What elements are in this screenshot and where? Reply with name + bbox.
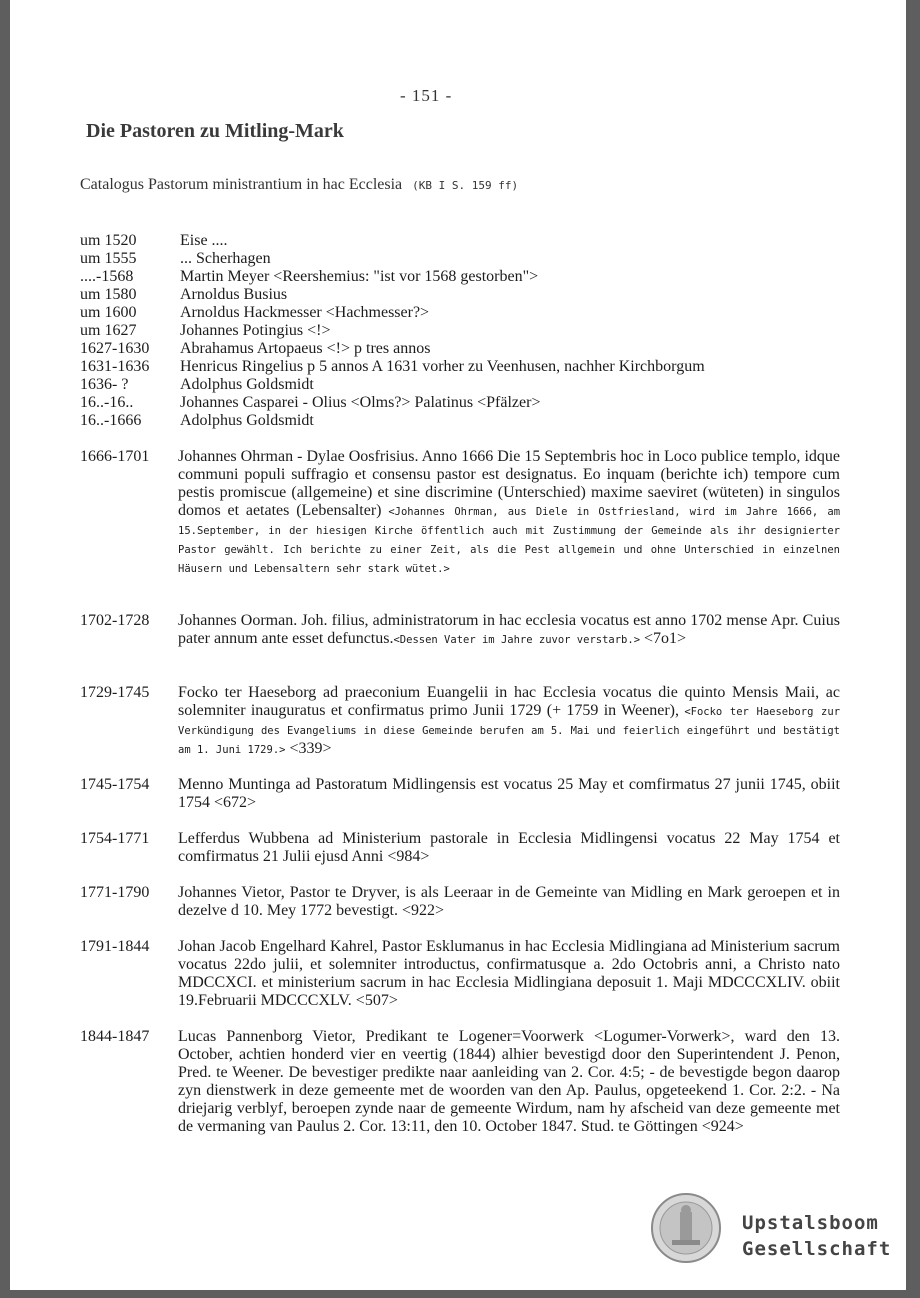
entry-ref: <672> — [214, 794, 257, 811]
list-years: 1631-1636 — [80, 358, 150, 375]
list-item — [80, 412, 840, 430]
list-item — [80, 268, 840, 286]
list-name: Johannes Casparei - Olius <Olms?> Palatinus <Pfälzer> — [180, 394, 541, 411]
entry-years: 1754-1771 — [80, 830, 150, 847]
entry-years: 1771-1790 — [80, 884, 150, 901]
list-years: um 1520 — [80, 232, 137, 249]
list-name: ... Scherhagen — [180, 250, 271, 267]
list-years: 1627-1630 — [80, 340, 150, 357]
page-shadow-right — [906, 0, 920, 1298]
document-page — [10, 0, 906, 1290]
list-name: Martin Meyer <Reershemius: "ist vor 1568 gestorben"> — [180, 268, 539, 285]
list-item — [80, 286, 840, 304]
list-years: um 1580 — [80, 286, 137, 303]
pastor-entry — [80, 938, 840, 1010]
pastor-entry — [80, 830, 840, 866]
list-years: um 1627 — [80, 322, 137, 339]
list-name: Adolphus Goldsmidt — [180, 412, 314, 429]
list-years: ....-1568 — [80, 268, 134, 285]
list-item — [80, 394, 840, 412]
entry-text: Johannes Ohrman - Dylae Oosfrisius. Anno 1666 Die 15 Septembris hoc in Loco publice templo, idque communi populi suffragio et consensu pastor est designatus. Eo inquam (berichte ich) tempore cum pestis promiscue (allgemeine) et sine discrimine (Unterschied) maxime saeviret (wüteten) in singulos domos et aetates (Lebensalter) — [178, 448, 840, 519]
list-item — [80, 376, 840, 394]
list-item — [80, 304, 840, 322]
list-name: Arnoldus Busius — [180, 286, 288, 303]
entry-text: Menno Muntinga ad Pastoratum Midlingensis est vocatus 25 May et comfirmatus 27 junii 1745, obiit 1754 — [178, 776, 840, 811]
entry-text: Johannes Vietor, Pastor te Dryver, is als Leeraar in de Gemeinte van Midling en Mark geroepen et in dezelve d 10. Mey 1772 bevestigt. — [178, 884, 840, 919]
entry-text: Johan Jacob Engelhard Kahrel, Pastor Esklumanus in hac Ecclesia Midlingiana ad Ministerium sacrum vocatus 22do julii, et solemniter introductus, confirmatusque a. 2do Octobris anni, a Christo nato MDCCXCI. et ministerium sacrum in hac Ecclesia Midlingiana deposuit 1. Maji MDCCCXLIV. obiit 19.Februarii MDCCCXLV. — [178, 938, 840, 1009]
catalog-text: Catalogus Pastorum ministrantium in hac Ecclesia — [80, 176, 403, 193]
pastor-entry — [80, 776, 840, 812]
pastor-entry — [80, 1028, 840, 1136]
page-number: - 151 - — [400, 86, 453, 105]
entry-years: 1745-1754 — [80, 776, 150, 793]
early-pastor-list — [80, 232, 840, 430]
brand-line-1: Upstalsboom — [742, 1212, 879, 1234]
entry-years: 1702-1728 — [80, 612, 150, 629]
entry-note: <Dessen Vater im Jahre zuvor verstarb.> — [393, 634, 641, 646]
list-name: Eise .... — [180, 232, 228, 249]
entry-note: <Johannes Ohrman, aus Diele in Ostfriesland, wird im Jahre 1666, am 15.September, in der hiesigen Kirche öffentlich auch mit Zustimmung der Gemeinde als ihr designierter Pastor gewählt. Ich berichte zu einer Zeit, als die Pest allgemein und ohne Unterschied in einzelnen Häusern und Lebensaltern sehr stark wütet.> — [178, 506, 841, 575]
entry-ref: <984> — [387, 848, 430, 865]
society-brand — [742, 1210, 891, 1262]
list-name: Henricus Ringelius p 5 annos A 1631 vorher zu Veenhusen, nachher Kirchborgum — [180, 358, 705, 375]
list-name: Johannes Potingius <!> — [180, 322, 331, 339]
list-item — [80, 340, 840, 358]
list-years: um 1555 — [80, 250, 137, 267]
entry-ref: <507> — [355, 992, 398, 1009]
list-years: um 1600 — [80, 304, 137, 321]
entry-text: Focko ter Haeseborg ad praeconium Euangelii in hac Ecclesia vocatus die quinto Mensis Maii, ac solemniter inauguratus et confirmatus primo Junii 1729 (+ 1759 in Weener), — [178, 684, 840, 719]
entry-ref: <7o1> — [644, 630, 687, 647]
list-item — [80, 250, 840, 268]
entry-years: 1729-1745 — [80, 684, 150, 701]
pastor-entry — [80, 684, 840, 759]
pastor-entry — [80, 612, 840, 649]
entry-ref: <924> — [701, 1118, 744, 1135]
society-seal-icon — [650, 1192, 722, 1264]
list-years: 16..-1666 — [80, 412, 142, 429]
list-item — [80, 322, 840, 340]
list-name: Abrahamus Artopaeus <!> p tres annos — [180, 340, 431, 357]
list-years: 1636- ? — [80, 376, 129, 393]
entry-years: 1791-1844 — [80, 938, 150, 955]
entry-text: Johannes Oorman. Joh. filius, administratorum in hac ecclesia vocatus est anno 1702 mense Apr. Cuius pater annum ante esset defunctus. — [178, 612, 840, 647]
pastor-entry — [80, 884, 840, 920]
catalog-source: (KB I S. 159 ff) — [412, 179, 519, 192]
list-item — [80, 358, 840, 376]
entry-text: Lucas Pannenborg Vietor, Predikant te Logener=Voorwerk <Logumer-Vorwerk>, ward den 13. October, achtien honderd vier en veertig (1844) alhier bevestigd door den Superintendent J. Penon, Pred. te Weener. De bevestiger predikte naar aanleiding van 2. Cor. 4:5; - de bevestigde begon daarop zyn dienstwerk in deze gemeente met de woorden van den Ap. Paulus, opgeteekend 1. Cor. 2:2. - Na driejarig verblyf, beroepen zynde naar de gemeente Wirdum, nam hy afscheid van deze gemeente met de vermaning van Paulus 2. Cor. 13:11, den 10. October 1847. Stud. te Göttingen — [178, 1028, 840, 1135]
entry-years: 1844-1847 — [80, 1028, 150, 1045]
entry-ref: <922> — [401, 902, 444, 919]
entry-ref: <339> — [289, 740, 332, 757]
entry-note: <Focko ter Haeseborg zur Verkündigung des Evangeliums in diese Gemeinde berufen am 5. Mai und feierlich eingeführt und bestätigt am 1. Juni 1729.> — [178, 706, 841, 756]
pastor-entry — [80, 448, 840, 578]
page-title: Die Pastoren zu Mitling-Mark — [86, 120, 344, 142]
list-item — [80, 232, 840, 250]
list-name: Arnoldus Hackmesser <Hachmesser?> — [180, 304, 430, 321]
list-name: Adolphus Goldsmidt — [180, 376, 314, 393]
entry-text: Lefferdus Wubbena ad Ministerium pastorale in Ecclesia Midlingensi vocatus 22 May 1754 et comfirmatus 21 Julii ejusd Anni — [178, 830, 840, 865]
catalog-heading — [80, 176, 518, 194]
page-shadow-bottom — [0, 1290, 920, 1298]
entry-years: 1666-1701 — [80, 448, 150, 465]
brand-line-2: Gesellschaft — [742, 1238, 892, 1260]
list-years: 16..-16.. — [80, 394, 134, 411]
